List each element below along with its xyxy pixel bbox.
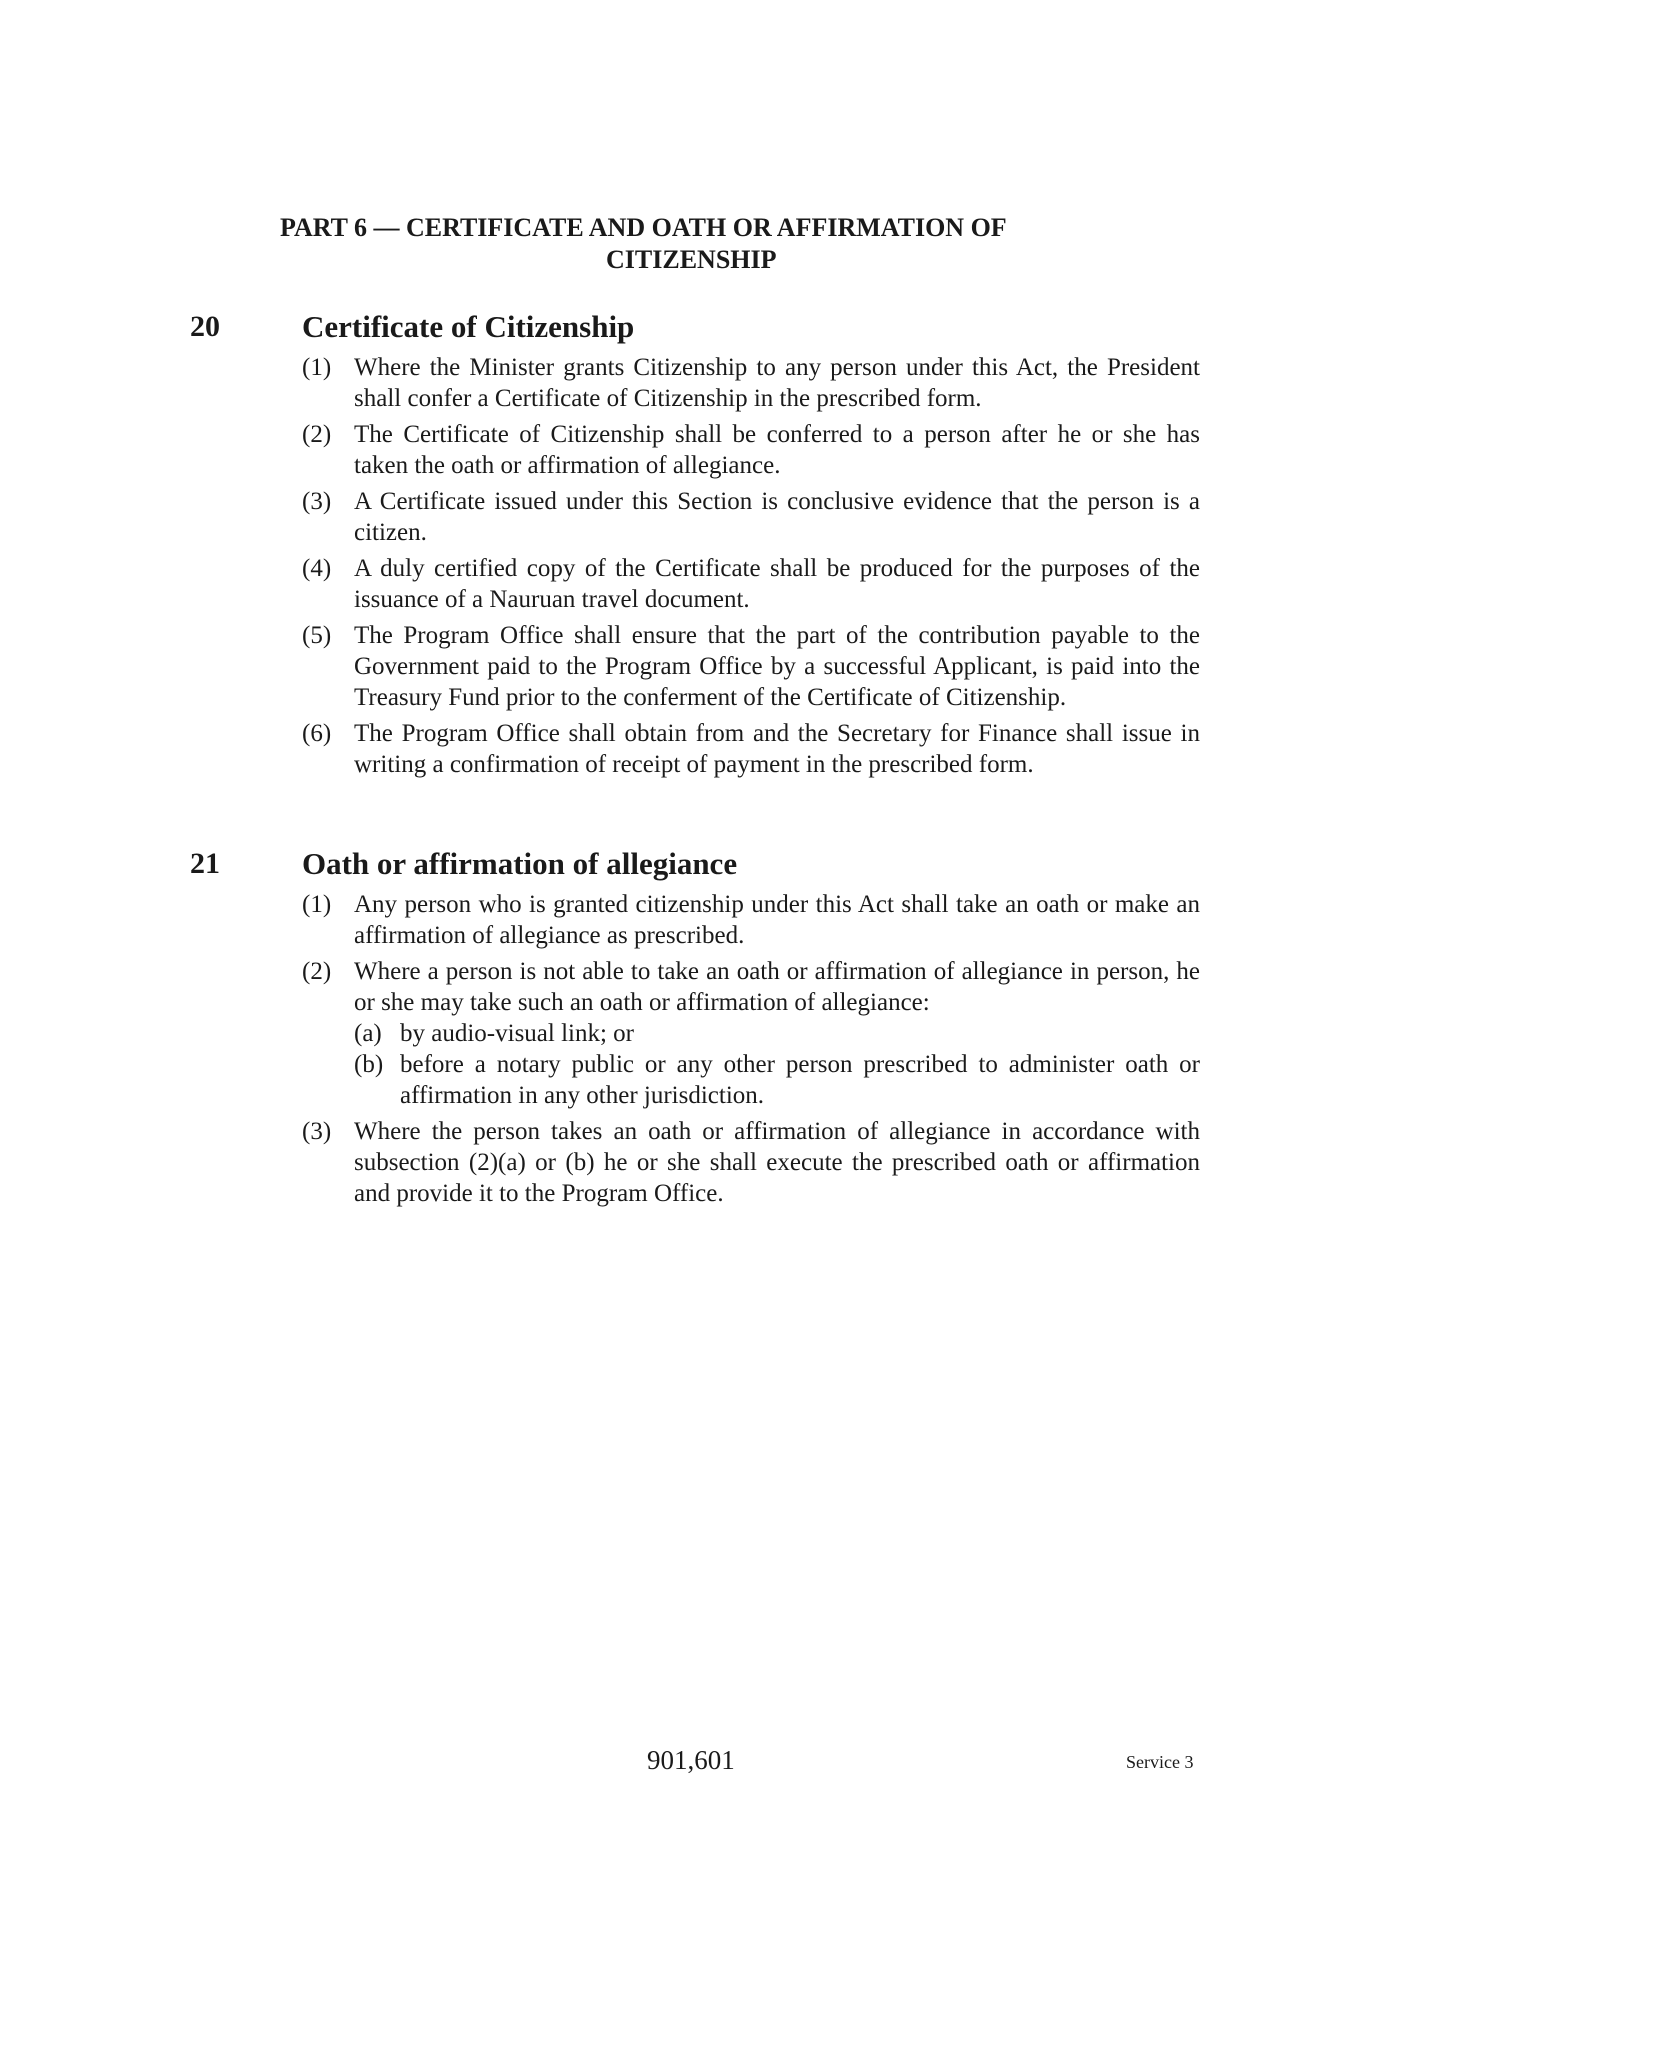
section-items	[302, 889, 1200, 1214]
subsection-number: (1)	[302, 891, 332, 918]
subsection	[302, 718, 1200, 780]
subsection-text: Where the Minister grants Citizenship to any person under this Act, the President shall confer a Certificate of Citizenship in the prescribed form.	[354, 354, 1200, 412]
subsection-number: (3)	[302, 1118, 332, 1145]
subsection-number: (6)	[302, 720, 332, 747]
subsection-text: The Program Office shall ensure that the part of the contribution payable to the Government paid to the Program Office by a successful Applicant, is paid into the Treasury Fund prior to the conferment of the Certificate of Citizenship.	[354, 622, 1200, 711]
paragraph-text: by audio-visual link; or	[400, 1020, 634, 1047]
part-heading-line1: PART 6 — CERTIFICATE AND OATH OR AFFIRMATION OF	[280, 213, 1007, 242]
paragraph	[354, 1049, 1200, 1111]
subsection-text: The Certificate of Citizenship shall be conferred to a person after he or she has taken the oath or affirmation of allegiance.	[354, 421, 1200, 479]
subsection	[302, 419, 1200, 481]
service-label: Service 3	[1126, 1752, 1194, 1772]
subsection-number: (5)	[302, 622, 332, 649]
part-heading-line2: CITIZENSHIP	[606, 245, 777, 274]
page-number: 901,601	[647, 1745, 735, 1775]
section-number: 20	[190, 310, 220, 343]
section-title: Certificate of Citizenship	[302, 309, 635, 344]
paragraph-text: before a notary public or any other person prescribed to administer oath or affirmation in any other jurisdiction.	[400, 1051, 1200, 1109]
subsection-number: (4)	[302, 555, 332, 582]
subsection-text: Where a person is not able to take an oath or affirmation of allegiance in person, he or she may take such an oath or affirmation of allegiance:	[354, 958, 1200, 1016]
part-heading	[280, 212, 1220, 276]
subsection-number: (2)	[302, 421, 332, 448]
subsection-number: (2)	[302, 958, 332, 985]
subsection	[302, 620, 1200, 713]
paragraph-number: (b)	[354, 1051, 384, 1078]
section-number: 21	[190, 847, 220, 880]
section-title: Oath or affirmation of allegiance	[302, 846, 738, 881]
subsection	[302, 889, 1200, 951]
subsection-number: (3)	[302, 488, 332, 515]
subsection-text: A Certificate issued under this Section is conclusive evidence that the person is a citizen.	[354, 488, 1200, 546]
subsection-text: Where the person takes an oath or affirmation of allegiance in accordance with subsection (2)(a) or (b) he or she shall execute the prescribed oath or affirmation and provide it to the Program Office.	[354, 1118, 1200, 1207]
subsection-text: The Program Office shall obtain from and the Secretary for Finance shall issue in writing a confirmation of receipt of payment in the prescribed form.	[354, 720, 1200, 778]
subsection	[302, 553, 1200, 615]
subsection-text: Any person who is granted citizenship under this Act shall take an oath or make an affirmation of allegiance as prescribed.	[354, 891, 1200, 949]
subsection	[302, 352, 1200, 414]
subsection	[302, 956, 1200, 1111]
subsection	[302, 486, 1200, 548]
subsection-number: (1)	[302, 354, 332, 381]
section-items	[302, 352, 1200, 785]
paragraph	[354, 1018, 1200, 1049]
subsection	[302, 1116, 1200, 1209]
subsection-text: A duly certified copy of the Certificate shall be produced for the purposes of the issuance of a Nauruan travel document.	[354, 555, 1200, 613]
paragraph-number: (a)	[354, 1020, 382, 1047]
